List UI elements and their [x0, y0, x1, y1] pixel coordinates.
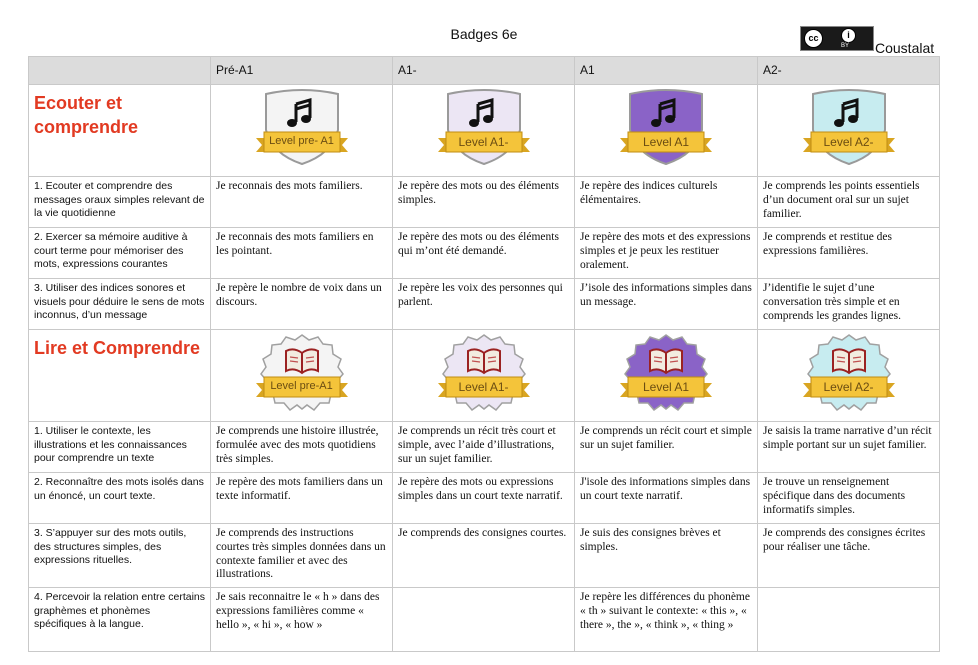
person-icon: i — [841, 28, 856, 43]
descriptor-cell: Je repère des mots familiers dans un texte informatif. — [211, 473, 393, 524]
column-header: A1 — [575, 57, 758, 85]
music-note-icon — [252, 88, 352, 166]
music-badge — [434, 88, 534, 166]
badge-cell — [758, 85, 940, 177]
section-title: Lire et Comprendre — [29, 330, 211, 422]
table-row — [29, 473, 940, 524]
table-row — [29, 524, 940, 588]
criterion-cell: 1. Ecouter et comprendre des messages oraux simples relevant de la vie quotidienne — [29, 177, 211, 228]
descriptor-cell: Je comprends des consignes écrites pour réaliser une tâche. — [758, 524, 940, 588]
descriptor-cell: Je repère des mots et des expressions simples et je peux les restituer oralement. — [575, 228, 758, 279]
descriptor-cell: Je comprends des instructions courtes très simples données dans un contexte familier et avec des illustrations. — [211, 524, 393, 588]
descriptor-cell: Je repère les différences du phonème « th » suivant le contexte: « this », « there », the », « think », « thing » — [575, 588, 758, 652]
badge-label: Level A2- — [823, 135, 874, 149]
descriptor-cell: Je comprends un récit court et simple sur un sujet familier. — [575, 422, 758, 473]
badge-label: Level pre- A1 — [269, 135, 334, 147]
descriptor-cell: J’isole des informations simples dans un message. — [575, 279, 758, 330]
music-note-icon — [434, 88, 534, 166]
criterion-cell: 2. Reconnaître des mots isolés dans un énoncé, un court texte. — [29, 473, 211, 524]
music-badge — [252, 88, 352, 166]
badge-cell — [393, 330, 575, 422]
table-row — [29, 279, 940, 330]
descriptor-cell: Je repère le nombre de voix dans un discours. — [211, 279, 393, 330]
music-badge — [616, 88, 716, 166]
badge-cell — [211, 85, 393, 177]
badge-cell — [575, 330, 758, 422]
section-title: Ecouter et comprendre — [29, 85, 211, 177]
criterion-cell: 2. Exercer sa mémoire auditive à court terme pour mémoriser des mots, expressions courantes — [29, 228, 211, 279]
book-badge — [616, 333, 716, 411]
table-row — [29, 588, 940, 652]
descriptor-cell: Je sais reconnaitre le « h » dans des expressions familières comme « hello », « hi », « how » — [211, 588, 393, 652]
criterion-cell: 3. S’appuyer sur des mots outils, des structures simples, des expressions rituelles. — [29, 524, 211, 588]
book-badge — [252, 333, 352, 411]
table-header-row — [29, 57, 940, 85]
descriptor-cell: Je trouve un renseignement spécifique dans des documents informatifs simples. — [758, 473, 940, 524]
table-row — [29, 177, 940, 228]
column-header — [29, 57, 211, 85]
table-row — [29, 228, 940, 279]
badge-cell — [393, 85, 575, 177]
author-name: Coustalat — [875, 40, 935, 56]
badge-label: Level A1 — [642, 380, 690, 394]
badge-label: Level A2- — [823, 380, 874, 394]
descriptor-cell: J'isole des informations simples dans un court texte narratif. — [575, 473, 758, 524]
badge-cell — [211, 330, 393, 422]
descriptor-cell: Je repère des mots ou expressions simples dans un court texte narratif. — [393, 473, 575, 524]
descriptor-cell — [758, 588, 940, 652]
criterion-cell: 1. Utiliser le contexte, les illustrations et les connaissances pour comprendre un texte — [29, 422, 211, 473]
section-badge-row — [29, 85, 940, 177]
descriptor-cell — [393, 588, 575, 652]
column-header: A2- — [758, 57, 940, 85]
descriptor-cell: Je comprends des consignes courtes. — [393, 524, 575, 588]
descriptor-cell: Je reconnais des mots familiers. — [211, 177, 393, 228]
open-book-icon — [434, 333, 534, 411]
badge-cell — [575, 85, 758, 177]
music-note-icon — [616, 88, 716, 166]
book-badge — [799, 333, 899, 411]
music-note-icon — [799, 88, 899, 166]
descriptor-cell: J’identifie le sujet d’une conversation très simple et en comprends les grandes lignes. — [758, 279, 940, 330]
cc-circle-icon: cc — [804, 29, 823, 48]
open-book-icon — [252, 333, 352, 411]
badge-label: Level A1- — [458, 380, 509, 394]
page-title: Badges 6e — [450, 26, 518, 42]
badge-label: Level pre-A1 — [270, 380, 333, 392]
descriptor-cell: Je reconnais des mots familiers en les pointant. — [211, 228, 393, 279]
descriptor-cell: Je suis des consignes brèves et simples. — [575, 524, 758, 588]
descriptor-cell: Je repère des mots ou des éléments qui m’ont été demandé. — [393, 228, 575, 279]
criterion-cell: 3. Utiliser des indices sonores et visuels pour déduire le sens de mots inconnus, d’un message — [29, 279, 211, 330]
open-book-icon — [799, 333, 899, 411]
badge-cell — [758, 330, 940, 422]
open-book-icon — [616, 333, 716, 411]
badge-table — [28, 56, 940, 652]
descriptor-cell: Je saisis la trame narrative d’un récit simple portant sur un sujet familier. — [758, 422, 940, 473]
badge-label: Level A1 — [642, 135, 690, 149]
descriptor-cell: Je repère les voix des personnes qui parlent. — [393, 279, 575, 330]
descriptor-cell: Je repère des mots ou des éléments simples. — [393, 177, 575, 228]
criterion-cell: 4. Percevoir la relation entre certains graphèmes et phonèmes spécifiques à la langue. — [29, 588, 211, 652]
descriptor-cell: Je repère des indices culturels élémentaires. — [575, 177, 758, 228]
cc-by-icon — [800, 26, 874, 51]
table-row — [29, 422, 940, 473]
descriptor-cell: Je comprends une histoire illustrée, formulée avec des mots quotidiens très simples. — [211, 422, 393, 473]
music-badge — [799, 88, 899, 166]
badge-label: Level A1- — [458, 135, 509, 149]
by-label: BY — [841, 43, 850, 49]
column-header: A1- — [393, 57, 575, 85]
section-badge-row — [29, 330, 940, 422]
descriptor-cell: Je comprends les points essentiels d’un document oral sur un sujet familier. — [758, 177, 940, 228]
descriptor-cell: Je comprends un récit très court et simple, avec l’aide d’illustrations, sur un sujet familier. — [393, 422, 575, 473]
column-header: Pré-A1 — [211, 57, 393, 85]
book-badge — [434, 333, 534, 411]
descriptor-cell: Je comprends et restitue des expressions familières. — [758, 228, 940, 279]
